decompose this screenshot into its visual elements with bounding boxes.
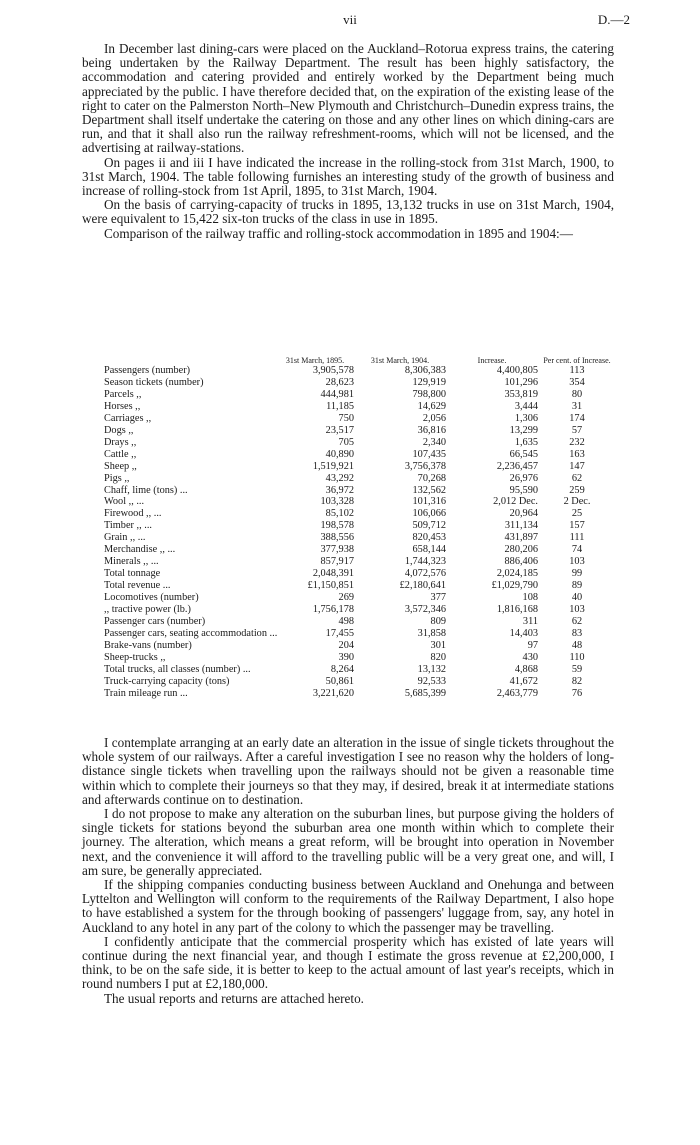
value-increase: 430 [522, 651, 538, 663]
row-label: Season tickets (number) [104, 376, 204, 388]
value-1895: 705 [338, 436, 354, 448]
table-row [104, 496, 616, 508]
value-increase: 886,406 [504, 556, 538, 568]
value-1895: 204 [338, 639, 354, 651]
table-row [104, 461, 616, 473]
value-1895: 17,455 [325, 627, 354, 639]
table-row [104, 389, 616, 401]
table-row [104, 652, 616, 664]
table-row [104, 544, 616, 556]
table-row [104, 616, 616, 628]
table-body [104, 365, 616, 700]
row-label: Drays ,, [104, 436, 137, 448]
value-1904: 509,712 [412, 520, 446, 532]
row-label: Parcels ,, [104, 388, 142, 400]
value-1895: 8,264 [330, 663, 354, 675]
value-percent: 62 [571, 616, 583, 628]
value-1904: 809 [430, 616, 446, 628]
value-increase: 4,868 [514, 663, 538, 675]
table-row [104, 485, 616, 497]
value-1904: 3,756,378 [404, 460, 446, 472]
value-1895: 11,185 [326, 400, 354, 412]
comparison-table [104, 345, 616, 700]
table-row [104, 664, 616, 676]
value-1895: £1,150,851 [307, 580, 354, 592]
paragraph-dining-cars: In December last dining-cars were placed on the Auckland–Rotorua express trains, the catering being undertaken by the Railway Department. The result has been highly satisfactory, the accommodation and catering provided and entirely worked by the Department being much appreciated by the public. I have therefore decided that, on the expiration of the existing lease of the right to cater on the Palmerston North–New Plymouth and Christchurch–Dunedin express trains, the Department shall itself undertake the catering on those and any other lines on which dining-cars are run, and that it shall also run the railway refreshment-rooms, which will not be licensed, and the advertising at railway-stations. [82, 41, 614, 156]
value-1895: 198,578 [320, 520, 354, 532]
value-percent: 354 [569, 376, 585, 388]
table-row [104, 508, 616, 520]
value-1904: 70,268 [417, 472, 446, 484]
table-row [104, 437, 616, 449]
value-increase: 311,134 [504, 520, 538, 532]
value-1904: 3,572,346 [404, 604, 446, 616]
value-increase: 20,964 [509, 508, 538, 520]
table-header-increase: Increase. [477, 356, 507, 365]
value-percent: 74 [571, 544, 583, 556]
row-label: Pigs ,, [104, 472, 130, 484]
value-1895: 269 [338, 592, 354, 604]
value-percent: 80 [571, 388, 583, 400]
row-label: Firewood ,, ... [104, 508, 162, 520]
value-1895: 1,519,921 [312, 460, 354, 472]
value-increase: 66,545 [509, 448, 538, 460]
value-percent: 59 [571, 663, 583, 675]
row-label: Horses ,, [104, 400, 141, 412]
value-1904: 5,685,399 [404, 687, 446, 699]
value-percent: 103 [569, 556, 585, 568]
row-label: Chaff, lime (tons) ... [104, 484, 188, 496]
value-1904: 107,435 [412, 448, 446, 460]
value-increase: £1,029,790 [491, 580, 538, 592]
value-1904: 820 [430, 651, 446, 663]
value-1895: 85,102 [325, 508, 354, 520]
value-percent: 157 [569, 520, 585, 532]
value-increase: 14,403 [509, 627, 538, 639]
table-row [104, 640, 616, 652]
row-label: Passenger cars, seating accommodation ... [104, 627, 278, 639]
value-1904: 101,316 [412, 496, 446, 508]
value-percent: 259 [569, 484, 585, 496]
table-header-label [104, 345, 276, 365]
table-header-percent: Per cent. of Increase. [543, 356, 611, 365]
value-1895: 28,623 [325, 376, 354, 388]
value-1904: 36,816 [417, 424, 446, 436]
value-percent: 82 [571, 675, 583, 687]
value-1904: 658,144 [412, 544, 446, 556]
value-percent: 48 [571, 639, 583, 651]
value-1904: 14,629 [417, 400, 446, 412]
table-row [104, 628, 616, 640]
value-1904: 301 [430, 639, 446, 651]
value-percent: 110 [569, 651, 585, 663]
value-percent: 76 [571, 687, 583, 699]
value-1904: 129,919 [412, 376, 446, 388]
row-label: Brake-vans (number) [104, 639, 192, 651]
table-row [104, 377, 616, 389]
value-increase: 1,306 [514, 412, 538, 424]
paragraph-shipping-companies: If the shipping companies conducting business between Auckland and Onehunga and between Lyttelton and Wellington will conform to the requirements of the Railway Department, I also hope to have established a system for the through booking of passengers' luggage from, say, any hotel in Auckland to any hotel in any part of the colony to which the passenger may be travelling. [82, 877, 614, 935]
value-percent: 103 [569, 604, 585, 616]
paragraph-single-tickets: I contemplate arranging at an early date an alteration in the issue of single tickets throughout the whole system of our railways. After a careful investigation I see no reason why the holders of long-distance single tickets when travelling upon the railways should not be given a reasonable time within which to complete their journeys so that they may, if desired, break it at intermediate stations and afterwards continue on to destination. [82, 735, 614, 807]
value-increase: 3,444 [514, 400, 538, 412]
value-1895: 498 [338, 616, 354, 628]
value-increase: 431,897 [504, 532, 538, 544]
value-increase: 97 [527, 639, 538, 651]
value-1895: 103,328 [320, 496, 354, 508]
table-row [104, 592, 616, 604]
value-1895: 3,905,578 [312, 365, 354, 376]
value-1904: 13,132 [417, 663, 446, 675]
paragraph-reports-attached: The usual reports and returns are attached hereto. [104, 990, 364, 1006]
value-1895: 23,517 [325, 424, 354, 436]
value-1895: 36,972 [325, 484, 354, 496]
value-1895: 43,292 [325, 472, 354, 484]
value-percent: 83 [571, 627, 583, 639]
value-percent: 89 [571, 580, 583, 592]
value-increase: 1,816,168 [496, 604, 538, 616]
value-1895: 2,048,391 [312, 568, 354, 580]
value-increase: 2,463,779 [496, 687, 538, 699]
value-percent: 147 [569, 460, 585, 472]
value-increase: 1,635 [514, 436, 538, 448]
table-row [104, 568, 616, 580]
value-1895: 40,890 [325, 448, 354, 460]
value-1904: 820,453 [412, 532, 446, 544]
row-label: Truck-carrying capacity (tons) [104, 675, 230, 687]
value-percent: 111 [569, 532, 585, 544]
table-row [104, 532, 616, 544]
value-1904: 798,800 [412, 388, 446, 400]
value-1904: 106,066 [412, 508, 446, 520]
value-percent: 113 [569, 365, 585, 376]
value-increase: 280,206 [504, 544, 538, 556]
row-label: Passengers (number) [104, 365, 191, 376]
document-reference: D.—2 [597, 12, 630, 27]
value-1895: 750 [338, 412, 354, 424]
value-1904: 4,072,576 [404, 568, 446, 580]
value-percent: 25 [571, 508, 583, 520]
value-1904: 1,744,323 [404, 556, 446, 568]
value-increase: 101,296 [504, 376, 538, 388]
value-1895: 857,917 [320, 556, 354, 568]
table-row [104, 556, 616, 568]
bottom-text-block [82, 736, 614, 1006]
table-row [104, 520, 616, 532]
paragraph-suburban-lines: I do not propose to make any alteration on the suburban lines, but purpose giving the holders of single tickets for stations beyond the suburban area one month within which to complete their journey. The alteration, which means a great reform, will be brought into operation in November next, and the convenience it will afford to the travelling public will be a very great one, and will, I am sure, be generally appreciated. [82, 806, 614, 878]
value-1895: 3,221,620 [312, 687, 354, 699]
value-1895: 388,556 [320, 532, 354, 544]
value-percent: 57 [571, 424, 583, 436]
value-1904: 2,340 [422, 436, 446, 448]
paragraph-comparison-intro: Comparison of the railway traffic and rolling-stock accommodation in 1895 and 1904:— [104, 225, 573, 241]
value-increase: 95,590 [509, 484, 538, 496]
row-label: Train mileage run ... [104, 687, 188, 699]
row-label: Total tonnage [104, 568, 161, 580]
row-label: Sheep ,, [104, 460, 137, 472]
value-percent: 31 [571, 400, 583, 412]
table-row [104, 473, 616, 485]
value-1904: 2,056 [422, 412, 446, 424]
value-increase: 2,024,185 [496, 568, 538, 580]
table-header-1895: 31st March, 1895. [285, 356, 345, 365]
table-row [104, 580, 616, 592]
value-1895: 444,981 [320, 388, 354, 400]
row-label: Locomotives (number) [104, 592, 199, 604]
value-increase: 2,012 Dec. [493, 496, 538, 508]
value-increase: 311 [522, 616, 538, 628]
value-percent: 232 [569, 436, 585, 448]
value-1904: 132,562 [412, 484, 446, 496]
row-label: Minerals ,, ... [104, 556, 159, 568]
row-label: Carriages ,, [104, 412, 152, 424]
paragraph-revenue-estimate: I confidently anticipate that the commercial prosperity which has existed of late years will continue during the next financial year, and though I estimate the gross revenue at £2,200,000, I think, to be on the safe side, it is better to keep to the actual amount of last year's receipts, which in round numbers I put at £2,180,000. [82, 933, 614, 992]
row-label: Wool ,, ... [104, 496, 145, 508]
value-1895: 390 [338, 651, 354, 663]
value-increase: 41,672 [509, 675, 538, 687]
value-1904: 92,533 [417, 675, 446, 687]
row-label: Dogs ,, [104, 424, 134, 436]
row-label: Sheep-trucks ,, [104, 651, 166, 663]
table-row [104, 413, 616, 425]
value-1895: 1,756,178 [312, 604, 354, 616]
row-label: Total trucks, all classes (number) ... [104, 663, 251, 675]
top-text-block [82, 42, 614, 241]
table-row [104, 676, 616, 688]
value-1904: 31,858 [417, 627, 446, 639]
value-percent: 2 Dec. [563, 496, 591, 508]
value-percent: 174 [569, 412, 585, 424]
table-header-row [104, 345, 616, 365]
value-1904: £2,180,641 [399, 580, 446, 592]
table-row [104, 604, 616, 616]
row-label: Cattle ,, [104, 448, 137, 460]
row-label: Timber ,, ... [104, 520, 152, 532]
table-row [104, 425, 616, 437]
table-header-1904: 31st March, 1904. [370, 356, 430, 365]
value-percent: 62 [571, 472, 583, 484]
value-1895: 377,938 [320, 544, 354, 556]
value-increase: 2,236,457 [496, 460, 538, 472]
row-label: Total revenue ... [104, 580, 171, 592]
row-label: Merchandise ,, ... [104, 544, 176, 556]
row-label: Passenger cars (number) [104, 616, 206, 628]
value-increase: 353,819 [504, 388, 538, 400]
value-percent: 99 [571, 568, 583, 580]
value-1904: 8,306,383 [404, 365, 446, 376]
table-row [104, 449, 616, 461]
paragraph-truck-capacity: On the basis of carrying-capacity of trucks in 1895, 13,132 trucks in use on 31st March, 1904, were equivalent to 15,422 six-ton trucks of the class in use in 1895. [82, 197, 614, 227]
table-row [104, 688, 616, 700]
row-label: ,, tractive power (lb.) [104, 604, 191, 616]
paragraph-rolling-stock: On pages ii and iii I have indicated the increase in the rolling-stock from 31st March, 1900, to 31st March, 1904. The table following furnishes an interesting study of the growth of business and increase of rolling-stock from 1st April, 1895, to 31st March, 1904. [82, 154, 614, 199]
page-number: vii [343, 12, 357, 27]
value-increase: 13,299 [509, 424, 538, 436]
value-increase: 108 [522, 592, 538, 604]
value-percent: 163 [569, 448, 585, 460]
value-increase: 4,400,805 [496, 365, 538, 376]
value-increase: 26,976 [509, 472, 538, 484]
table-row [104, 365, 616, 377]
table-row [104, 401, 616, 413]
value-1895: 50,861 [325, 675, 354, 687]
row-label: Grain ,, ... [104, 532, 146, 544]
value-percent: 40 [571, 592, 583, 604]
value-1904: 377 [430, 592, 446, 604]
